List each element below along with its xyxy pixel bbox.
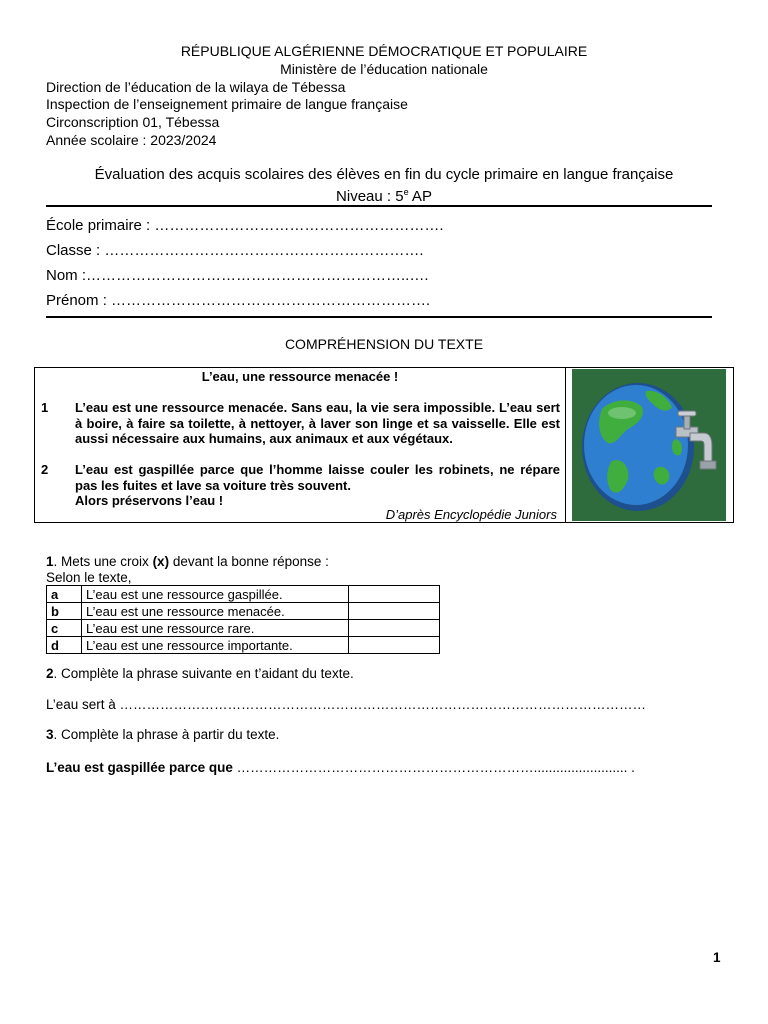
- q2-instruction: [46, 665, 354, 682]
- paragraph-number-2: 2: [41, 462, 49, 477]
- evaluation-title: Évaluation des acquis scolaires des élèves en fin du cycle primaire en langue française: [94, 166, 674, 183]
- q3-answer-dots: …………………………………………………………......................... .: [232, 760, 635, 775]
- q2-instruction-text: . Complète la phrase suivante en t’aidant du texte.: [53, 666, 354, 681]
- republic-title: RÉPUBLIQUE ALGÉRIENNE DÉMOCRATIQUE ET POPULAIRE: [180, 43, 588, 59]
- answer-cell[interactable]: [349, 586, 440, 603]
- school-year-line: Année scolaire : 2023/2024: [46, 132, 217, 148]
- table-row: [47, 620, 440, 637]
- q1-lead: Selon le texte,: [46, 570, 132, 585]
- q1-instruction: [46, 553, 329, 570]
- paragraph-2-end: Alors préservons l’eau !: [75, 493, 224, 508]
- answer-cell[interactable]: [349, 620, 440, 637]
- q2-number: 2: [46, 666, 54, 681]
- table-row: [47, 637, 440, 654]
- q2-answer-line[interactable]: L’eau sert à ………………………………………………………………………………………………………: [46, 697, 647, 712]
- answer-cell[interactable]: [349, 637, 440, 654]
- reading-box: [34, 367, 734, 523]
- earth-faucet-image: [572, 369, 726, 521]
- answer-cell[interactable]: [349, 603, 440, 620]
- row-letter: d: [47, 637, 82, 654]
- q1-number: 1: [46, 554, 54, 569]
- inspection-line: Inspection de l’enseignement primaire de langue française: [46, 96, 408, 112]
- circonscription-line: Circonscription 01, Tébessa: [46, 114, 220, 130]
- q3-instruction: [46, 726, 279, 743]
- row-statement: L’eau est une ressource importante.: [82, 637, 349, 654]
- niveau-suffix: AP: [408, 188, 432, 205]
- prenom-field[interactable]: Prénom : ……………………………………………………….: [46, 292, 431, 309]
- row-statement: L’eau est une ressource menacée.: [82, 603, 349, 620]
- row-statement: L’eau est une ressource gaspillée.: [82, 586, 349, 603]
- classe-field[interactable]: Classe : ……………………………………………………….: [46, 242, 424, 259]
- q1-instruction-text: . Mets une croix: [53, 554, 153, 569]
- paragraph-number-1: 1: [41, 400, 49, 415]
- text-source: D’après Encyclopédie Juniors: [385, 507, 557, 522]
- reading-title: L’eau, une ressource menacée !: [201, 369, 399, 384]
- q3-answer-line[interactable]: [46, 759, 635, 776]
- section-title: COMPRÉHENSION DU TEXTE: [284, 336, 484, 352]
- q1-table: [46, 585, 440, 654]
- q1-instruction-end: devant la bonne réponse :: [169, 554, 329, 569]
- q3-answer-start: L’eau est gaspillée parce que: [46, 760, 233, 775]
- row-statement: L’eau est une ressource rare.: [82, 620, 349, 637]
- q3-number: 3: [46, 727, 54, 742]
- text-image-divider: [565, 368, 566, 522]
- table-row: [47, 603, 440, 620]
- row-letter: a: [47, 586, 82, 603]
- niveau-line: [0, 183, 768, 206]
- row-letter: b: [47, 603, 82, 620]
- top-rule: [46, 205, 712, 207]
- ecole-field[interactable]: École primaire : ………………………………………………….: [46, 217, 444, 234]
- niveau-prefix: Niveau : 5: [336, 188, 404, 205]
- paragraph-2: L’eau est gaspillée parce que l’homme laisse couler les robinets, ne répare pas les fuites et lave sa voiture très souvent.: [75, 462, 560, 493]
- table-row: [47, 586, 440, 603]
- direction-line: Direction de l’éducation de la wilaya de Tébessa: [46, 79, 346, 95]
- nom-field[interactable]: Nom :………………………………………………………..….: [46, 267, 429, 284]
- page-number: 1: [713, 950, 721, 965]
- paragraph-1: L’eau est une ressource menacée. Sans eau, la vie sera impossible. L’eau sert à boire, à faire sa toilette, à nettoyer, à laver son linge et sa vaisselle. Elle est aussi nécessaire aux humains, aux animaux et aux végétaux.: [75, 400, 560, 446]
- row-letter: c: [47, 620, 82, 637]
- niveau-sup: e: [403, 187, 409, 197]
- q1-marker: (x): [152, 554, 170, 569]
- q3-instruction-text: . Complète la phrase à partir du texte.: [53, 727, 280, 742]
- bottom-rule: [46, 316, 712, 318]
- ministry-title: Ministère de l’éducation nationale: [280, 61, 488, 77]
